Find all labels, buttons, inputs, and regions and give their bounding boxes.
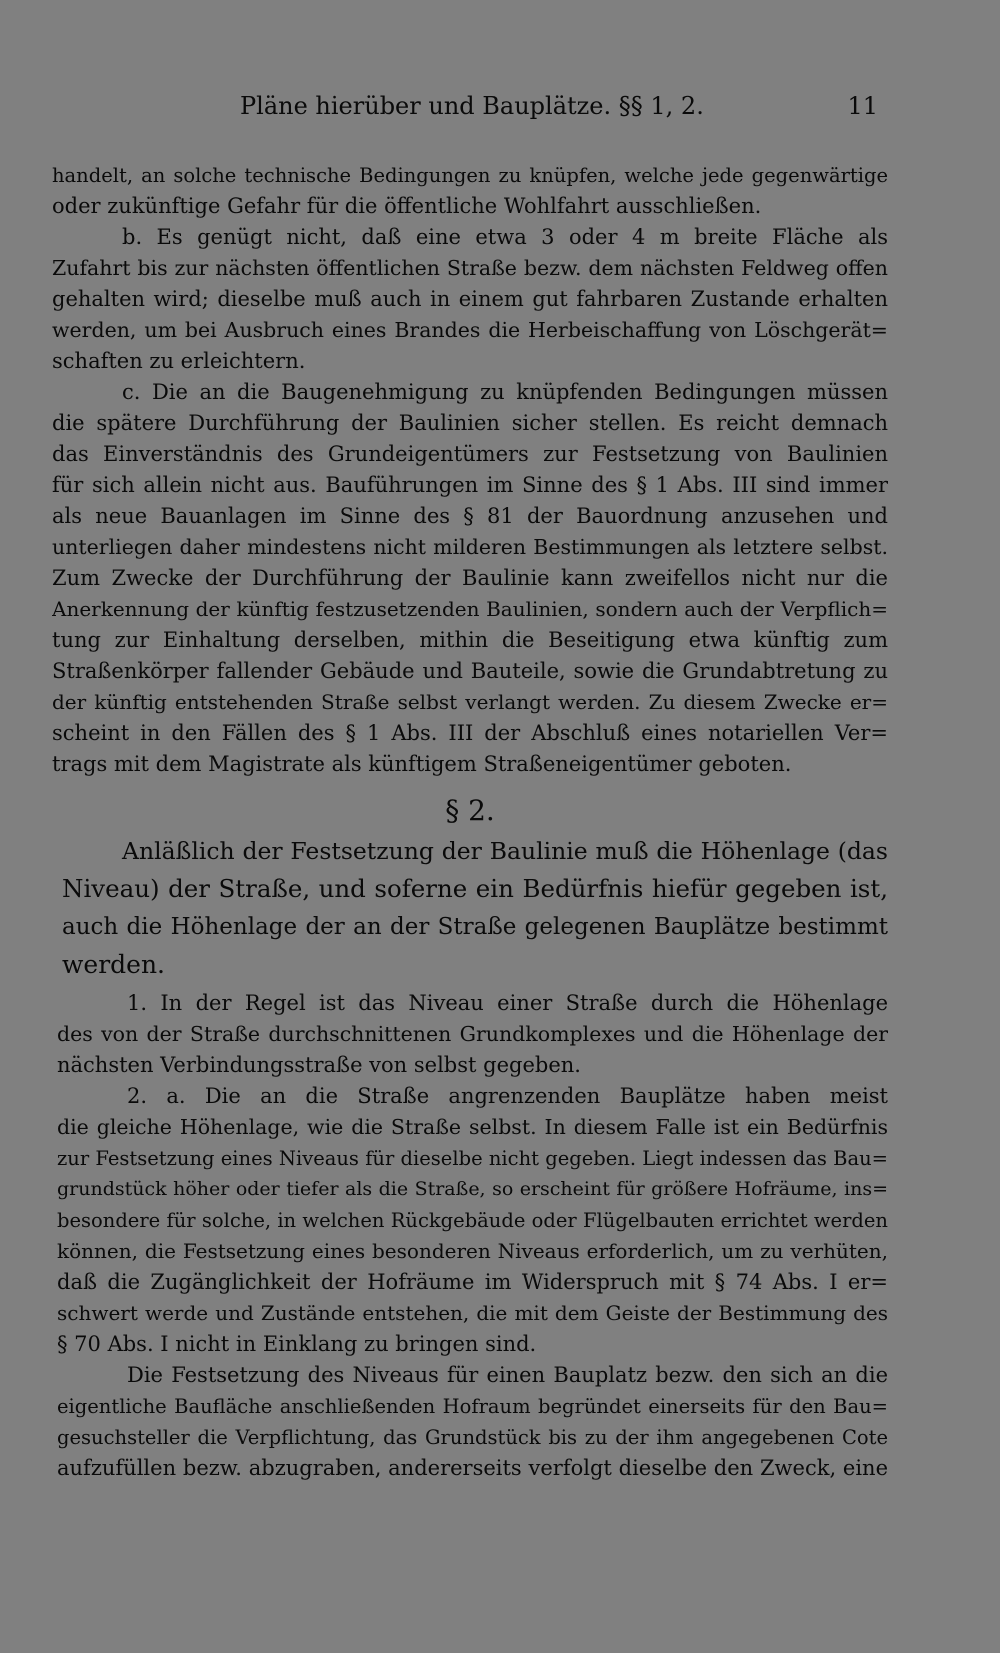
text-line: gesuchsteller die Verpflichtung, das Grundstück bis zu der ihm angegebenen Cote <box>57 1426 888 1449</box>
text-line: der künftig entstehenden Straße selbst verlangt werden. Zu diesem Zwecke er= <box>52 690 888 714</box>
text-line: oder zukünftige Gefahr für die öffentliche Wohlfahrt ausschließen. <box>52 194 762 218</box>
statute-line: Anläßlich der Festsetzung der Baulinie muß die Höhenlage (das <box>122 837 888 865</box>
section1-commentary <box>52 160 888 780</box>
text-line: die spätere Durchführung der Baulinien sicher stellen. Es reicht demnach <box>52 411 888 435</box>
text-line: unterliegen daher mindestens nicht milderen Bestimmungen als letztere selbst. <box>52 535 888 559</box>
statute-line: Niveau) der Straße, und soferne ein Bedürfnis hiefür gegeben ist, <box>62 874 888 903</box>
statute-line: werden. <box>62 950 165 979</box>
text-line: zur Festsetzung eines Niveaus für dieselbe nicht gegeben. Liegt indessen das Bau= <box>57 1147 888 1170</box>
running-title: Pläne hierüber und Bauplätze. §§ 1, 2. <box>240 92 704 120</box>
text-line: des von der Straße durchschnittenen Grundkomplexes und die Höhenlage der <box>57 1022 888 1046</box>
text-line: die gleiche Höhenlage, wie die Straße selbst. In diesem Falle ist ein Bedürfnis <box>57 1115 888 1139</box>
statute-line: auch die Höhenlage der an der Straße gelegenen Bauplätze bestimmt <box>62 914 888 940</box>
text-line: Zufahrt bis zur nächsten öffentlichen Straße bezw. dem nächsten Feldweg offen <box>52 256 888 280</box>
text-line: b. Es genügt nicht, daß eine etwa 3 oder 4 m breite Fläche als <box>122 225 888 249</box>
text-line: scheint in den Fällen des § 1 Abs. III der Abschluß eines notariellen Ver= <box>52 721 888 745</box>
text-line: besondere für solche, in welchen Rückgebäude oder Flügelbauten errichtet werden <box>57 1209 888 1232</box>
page-header <box>240 92 890 128</box>
text-line: grundstück höher oder tiefer als die Straße, so erscheint für größere Hofräume, ins= <box>57 1178 888 1200</box>
text-line: 1. In der Regel ist das Niveau einer Straße durch die Höhenlage <box>127 991 888 1015</box>
section2-commentary <box>52 988 888 1484</box>
statute-text <box>52 832 888 984</box>
text-line: Anerkennung der künftig festzusetzenden Baulinien, sondern auch der Verpflich= <box>52 597 888 621</box>
text-line: für sich allein nicht aus. Bauführungen im Sinne des § 1 Abs. III sind immer <box>52 473 888 497</box>
text-line: als neue Bauanlagen im Sinne des § 81 der Bauordnung anzusehen und <box>52 504 888 528</box>
text-line: schaften zu erleichtern. <box>52 349 306 373</box>
text-line: Zum Zwecke der Durchführung der Baulinie kann zweifellos nicht nur die <box>52 566 888 590</box>
text-line: können, die Festsetzung eines besonderen Niveaus erforderlich, um zu verhüten, <box>57 1239 888 1263</box>
text-line: 2. a. Die an die Straße angrenzenden Bauplätze haben meist <box>127 1084 888 1108</box>
text-line: werden, um bei Ausbruch eines Brandes die Herbeischaffung von Löschgerät= <box>52 318 888 342</box>
body-text <box>52 160 888 1484</box>
section-heading: § 2. <box>445 794 495 827</box>
text-line: tung zur Einhaltung derselben, mithin die Beseitigung etwa künftig zum <box>52 628 888 652</box>
text-line: daß die Zugänglichkeit der Hofräume im Widerspruch mit § 74 Abs. I er= <box>57 1270 888 1294</box>
text-line: das Einverständnis des Grundeigentümers zur Festsetzung von Baulinien <box>52 442 888 466</box>
text-line: schwert werde und Zustände entstehen, die mit dem Geiste der Bestimmung des <box>57 1301 888 1325</box>
page-number: 11 <box>847 92 878 120</box>
text-line: trags mit dem Magistrate als künftigem Straßeneigentümer geboten. <box>52 752 792 776</box>
text-line: aufzufüllen bezw. abzugraben, andererseits verfolgt dieselbe den Zweck, eine <box>57 1456 888 1480</box>
text-line: nächsten Verbindungsstraße von selbst gegeben. <box>57 1053 581 1077</box>
text-line: Straßenkörper fallender Gebäude und Bauteile, sowie die Grundabtretung zu <box>52 659 888 683</box>
text-line: Die Festsetzung des Niveaus für einen Bauplatz bezw. den sich an die <box>127 1363 888 1387</box>
text-line: § 70 Abs. I nicht in Einklang zu bringen sind. <box>57 1332 537 1356</box>
text-line: handelt, an solche technische Bedingungen zu knüpfen, welche jede gegenwärtige <box>52 164 888 187</box>
text-line: gehalten wird; dieselbe muß auch in einem gut fahrbaren Zustande erhalten <box>52 287 888 311</box>
text-line: c. Die an die Baugenehmigung zu knüpfenden Bedingungen müssen <box>122 380 888 404</box>
text-line: eigentliche Baufläche anschließenden Hofraum begründet einerseits für den Bau= <box>57 1395 888 1418</box>
